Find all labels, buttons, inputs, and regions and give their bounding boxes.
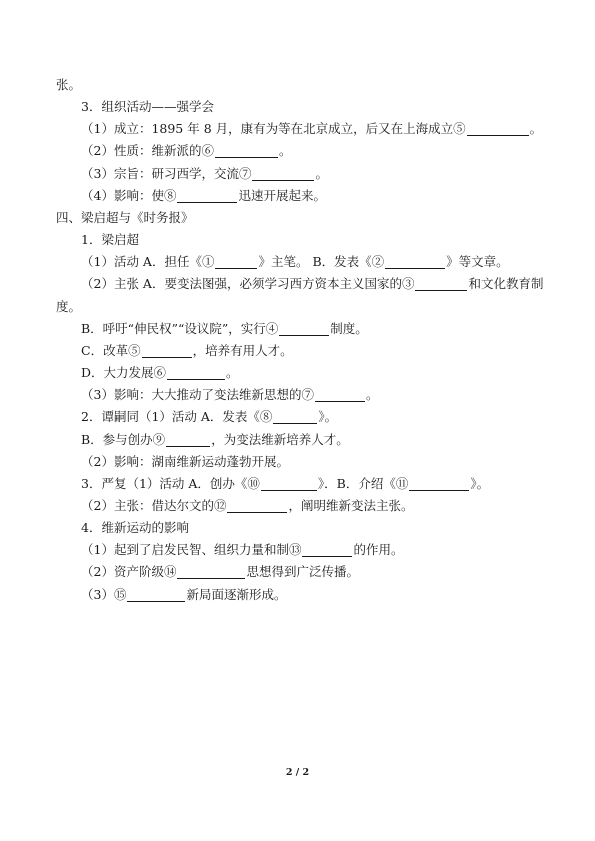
liang-qichao-proposal-c [0, 340, 595, 362]
line-text: 2．谭嗣同（1）活动 A．发表《⑧ [81, 409, 273, 425]
line-text: 思想得到广泛传播。 [246, 564, 359, 580]
line-text: 》。 [318, 409, 338, 425]
movement-impact-heading: 4．维新运动的影响 [81, 520, 189, 536]
qiangxuehui-purpose [0, 163, 595, 185]
worksheet-page [0, 74, 595, 606]
line-text: 迅速开展起来。 [238, 187, 326, 203]
answer-blank [467, 124, 529, 136]
answer-blank [252, 169, 314, 181]
tan-sitong-activity-a [0, 406, 595, 428]
answer-blank [261, 479, 317, 491]
tan-sitong-activity-b [0, 429, 595, 451]
movement-impact-item-1 [0, 539, 595, 561]
liang-qichao-proposal-b [0, 318, 595, 340]
line-text: 》。 [470, 475, 490, 491]
line-text: 》．B．介绍《⑪ [317, 475, 409, 491]
liang-qichao-proposal-d [0, 362, 595, 384]
answer-blank [215, 146, 278, 158]
line-text: 。 [365, 387, 379, 403]
answer-blank [127, 590, 185, 602]
liang-qichao-proposal-a-continued: 度。 [56, 298, 82, 314]
liang-qichao-proposal-a [0, 273, 595, 295]
line-text: 。 [278, 143, 292, 159]
continuation-text: 张。 [56, 77, 82, 92]
line-text: （1）起到了启发民智、组织力量和制⑬ [81, 542, 302, 558]
line-text: 制度。 [330, 320, 368, 336]
line-text: ，阐明维新变法主张。 [288, 497, 414, 513]
line-text: 的作用。 [353, 542, 404, 558]
line-text: 》主笔。 B．发表《② [258, 254, 385, 270]
line-text: （2）主张：借达尔文的⑫ [81, 497, 227, 513]
line-text: （1）活动 A．担任《① [81, 254, 215, 270]
line-text: C．改革⑤ [81, 342, 141, 358]
liang-qichao-activities [0, 251, 595, 273]
line-text: 新局面逐渐形成。 [186, 586, 287, 602]
line-text: 和文化教育制 [468, 276, 544, 292]
movement-impact-item-2 [0, 561, 595, 583]
movement-impact-item-3 [0, 584, 595, 606]
line-text: （2）主张 A．要变法图强，必须学习西方资本主义国家的③ [81, 276, 415, 292]
line-text: （2）性质：维新派的⑥ [81, 143, 214, 159]
line-text: D．大力发展⑥ [81, 365, 167, 381]
line-text: ，为变法维新培养人才。 [211, 431, 349, 447]
line-text: 3．严复（1）活动 A．创办《⑩ [81, 475, 260, 491]
yan-fu-proposal [0, 495, 595, 517]
answer-blank [177, 191, 237, 203]
liang-qichao-heading: 1．梁启超 [81, 232, 139, 248]
line-text: （1）成立：1895 年 8 月，康有为等在北京成立，后又在上海成立⑤ [81, 121, 466, 137]
line-text: 。 [529, 121, 543, 137]
qiangxuehui-nature [0, 140, 595, 162]
section-heading: 四、梁启超与《时务报》 [56, 209, 194, 225]
liang-qichao-impact [0, 384, 595, 406]
line-text: 》等文章。 [446, 254, 509, 270]
line-text: ，培养有用人才。 [192, 342, 293, 358]
answer-blank [166, 435, 210, 447]
line-text: （3）⑮ [81, 586, 127, 602]
answer-blank [415, 279, 467, 291]
answer-blank [167, 368, 225, 380]
answer-blank [142, 346, 192, 358]
line-text: 。 [226, 365, 239, 381]
line-text: （4）影响：使⑧ [81, 187, 177, 203]
answer-blank [177, 567, 245, 579]
answer-blank [302, 545, 352, 557]
line-text: （3）宗旨：研习西学，交流⑦ [81, 165, 252, 181]
tan-sitong-impact: （2）影响：湖南维新运动蓬勃开展。 [81, 453, 289, 469]
qiangxuehui-impact [0, 185, 595, 207]
line-text: B．参与创办⑨ [81, 431, 166, 447]
yan-fu-activities [0, 473, 595, 495]
answer-blank [215, 257, 257, 269]
page-number: 2 / 2 [285, 767, 310, 778]
line-text: 。 [315, 165, 328, 181]
answer-blank [279, 324, 329, 336]
answer-blank [315, 390, 365, 402]
line-text: （3）影响：大大推动了变法维新思想的⑦ [81, 387, 314, 403]
qiangxuehui-founding [0, 118, 595, 140]
qiangxuehui-heading: 3．组织活动——强学会 [81, 99, 214, 115]
answer-blank [227, 501, 287, 513]
line-text: （2）资产阶级⑭ [81, 564, 177, 580]
answer-blank [385, 257, 445, 269]
answer-blank [409, 479, 469, 491]
line-text: B．呼吁“伸民权”“设议院”，实行④ [81, 320, 279, 336]
answer-blank [273, 412, 317, 424]
